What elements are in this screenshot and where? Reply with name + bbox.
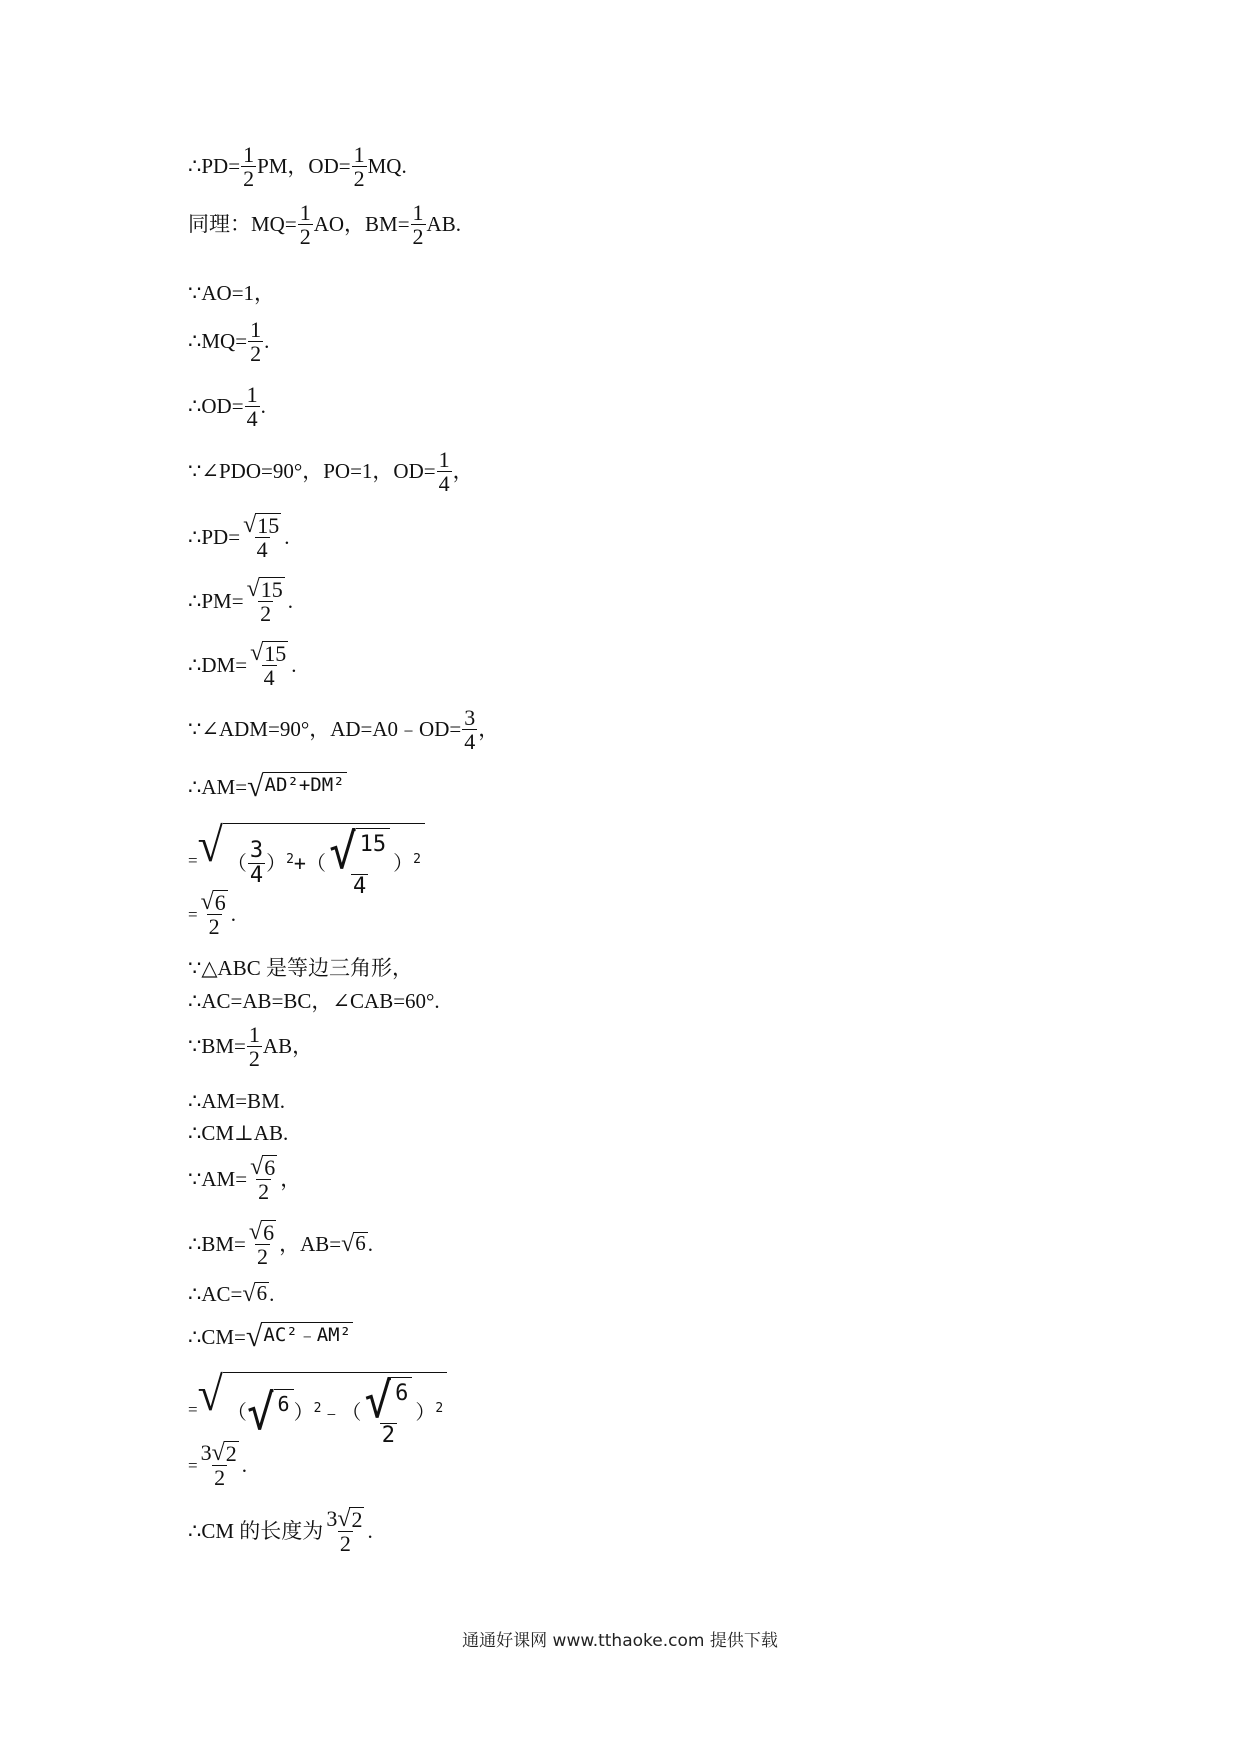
line-am-formula [188,772,347,802]
line-am-result [188,890,236,938]
text: CM= [201,1324,246,1349]
text: MQ= [201,329,248,354]
text: . [367,1518,373,1543]
line-pdo [188,448,474,495]
line-cm-formula [188,1322,353,1352]
text: ， [452,459,474,484]
therefore-symbol: ∴ [188,1121,202,1145]
therefore-symbol: ∴ [188,329,202,354]
text: . [291,652,297,677]
fraction-half: $\frac{1}{2}$ [248,1022,260,1072]
text: OD= [201,394,244,419]
fraction-half: $\frac{1}{2}$ [299,200,311,250]
text: AC=AB=BC，∠CAB=60°. [201,989,440,1013]
line-cm-result [188,1441,247,1489]
text: = [188,1455,198,1475]
text: PD= [201,524,241,549]
therefore-symbol: ∴ [188,1324,202,1349]
line-conclusion [188,1507,373,1555]
text: ， [478,717,500,742]
text: AM=BM. [201,1089,285,1113]
text: . [287,588,293,613]
text: . [269,1281,275,1306]
text: = [188,851,198,871]
therefore-symbol: ∴ [188,1089,202,1113]
fraction-sqrt15-over-2: √ 15 2 [246,576,283,627]
line-mq [188,318,269,365]
fraction-sqrt6-over-2: √ 6 2 [250,1154,276,1205]
sqrt-expression: √ （ √ 6 ） 2 ﹣（ √ 6 2 ） 2 [198,1372,448,1447]
text: AO=1， [201,281,276,305]
fraction-half: $\frac{1}{2}$ [243,142,255,192]
fraction-quarter: $\frac{1}{4}$ [438,447,450,497]
text: . [260,394,266,419]
sqrt-expression: √ （ $\frac{3}{4}$ ） 2 +（ √ 15 4 ） 2 [198,823,425,898]
because-symbol: ∵ [188,1166,202,1191]
text: CM 的长度为 [201,1518,324,1543]
therefore-symbol: ∴ [188,652,202,677]
text: . [264,329,270,354]
therefore-symbol: ∴ [188,394,202,419]
fraction-sqrt6-over-2: √ 6 2 [200,889,226,940]
text: = [188,904,198,924]
page-footer: 通通好课网 www.tthaoke.com 提供下载 [462,1631,778,1651]
text: PD= [201,154,241,179]
line-od [188,383,266,430]
sqrt-six: √ 6 [341,1231,366,1258]
line-similarly [188,201,461,248]
text: AC= [201,1281,243,1306]
text: PM= [201,588,244,613]
text: AM= [201,774,248,799]
fraction-3sqrt2-over-2: 3 √ 2 2 [200,1440,237,1491]
line-pd [188,513,290,561]
text: = [188,1400,198,1420]
text: ∠PDO=90°，PO=1，OD= [201,459,436,484]
sqrt-expression: √ AD²+DM² [247,770,345,803]
therefore-symbol: ∴ [188,774,202,799]
text: AO，BM= [313,212,410,237]
line-pm [188,577,293,625]
line-ao [188,283,275,304]
fraction-sqrt15-over-4: √ 15 4 [243,512,280,563]
line-equilateral [188,958,413,979]
line-cm-substitute [188,1366,447,1448]
text: . [367,1231,374,1256]
line-pd-od [188,143,407,190]
therefore-symbol: ∴ [188,1518,202,1543]
therefore-symbol: ∴ [188,1281,202,1306]
fraction-quarter: $\frac{1}{4}$ [246,382,258,432]
line-ac-ab-bc [188,991,440,1012]
line-adm [188,706,499,753]
line-bm-ab-value [188,1220,373,1268]
fraction-half: $\frac{1}{2}$ [250,317,262,367]
fraction-3sqrt2-over-2: 3 √ 2 2 [326,1506,363,1557]
text: AM= [201,1166,248,1191]
text: AB. [426,212,461,237]
therefore-symbol: ∴ [188,588,202,613]
fraction-three-quarters: $\frac{3}{4}$ [464,705,476,755]
fraction-half: $\frac{1}{2}$ [353,142,365,192]
therefore-symbol: ∴ [188,154,202,179]
text: ， [280,1166,302,1191]
therefore-symbol: ∴ [188,524,202,549]
sqrt-expression: √ AC²﹣AM² [245,1320,352,1353]
text: . [241,1452,248,1477]
text: DM= [201,652,248,677]
line-am-substitute [188,817,425,899]
text: MQ. [367,154,407,179]
because-symbol: ∵ [188,281,202,305]
fraction-sqrt6-over-2: √ 6 2 [248,1219,275,1270]
text: 同理：MQ= [188,212,297,237]
line-am-bm [188,1091,285,1112]
fraction-half: $\frac{1}{2}$ [412,200,424,250]
because-symbol: ∵ [188,1034,202,1059]
line-ac-value [188,1282,274,1306]
line-am-value [188,1155,301,1203]
text: AB， [262,1034,314,1059]
text: . [230,901,237,926]
line-dm [188,641,296,689]
text: ，AB= [279,1231,342,1256]
therefore-symbol: ∴ [188,989,202,1013]
text: △ABC 是等边三角形， [201,956,413,980]
text: . [284,524,290,549]
because-symbol: ∵ [188,459,202,484]
text: BM= [201,1034,246,1059]
line-cm-perp [188,1123,288,1144]
fraction-sqrt15-over-4: √ 15 4 [250,640,287,691]
line-bm-half-ab [188,1023,313,1070]
because-symbol: ∵ [188,956,202,980]
text: ∠ADM=90°，AD=A0﹣OD= [201,717,462,742]
text: CM⊥AB. [201,1121,289,1145]
text: PM，OD= [257,154,351,179]
sqrt-six: √ 6 [242,1281,268,1307]
because-symbol: ∵ [188,717,202,742]
therefore-symbol: ∴ [188,1231,202,1256]
text: BM= [201,1231,246,1256]
